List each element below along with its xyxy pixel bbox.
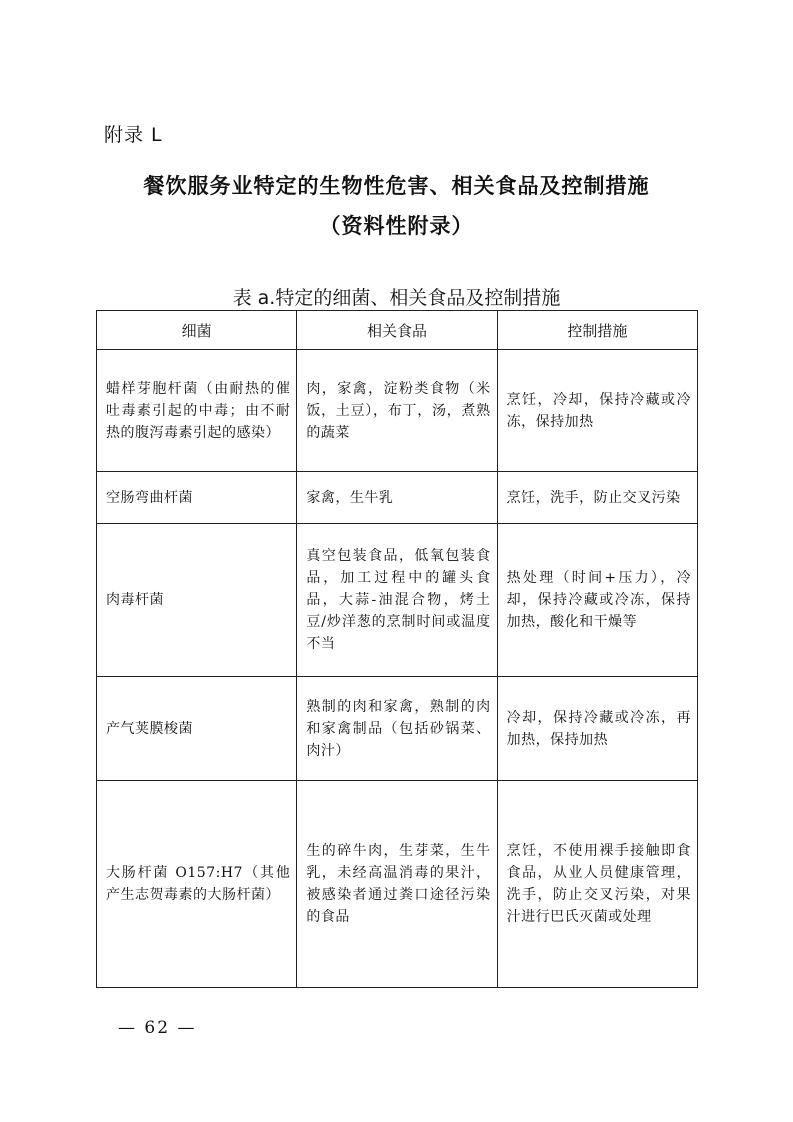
cell-related-foods: 熟制的肉和家禽，熟制的肉和家禽制品（包括砂锅菜、肉汁） — [297, 677, 497, 781]
cell-control-measures: 冷却，保持冷藏或冷冻，再加热，保持加热 — [497, 677, 697, 781]
table-caption: 表 a.特定的细菌、相关食品及控制措施 — [232, 287, 561, 309]
cell-related-foods: 肉，家禽，淀粉类食物（米饭，土豆），布丁，汤，煮熟的蔬菜 — [297, 350, 497, 472]
cell-bacteria: 大肠杆菌 O157:H7（其他产生志贺毒素的大肠杆菌） — [97, 781, 297, 988]
cell-control-measures: 烹饪，不使用裸手接触即食食品，从业人员健康管理，洗手，防止交叉污染，对果汁进行巴氏灭菌或处理 — [497, 781, 697, 988]
cell-bacteria: 肉毒杆菌 — [97, 524, 297, 677]
cell-related-foods: 家禽，生牛乳 — [297, 472, 497, 524]
cell-related-foods: 真空包装食品，低氧包装食品，加工过程中的罐头食品，大蒜-油混合物，烤土豆/炒洋葱的烹制时间或温度不当 — [297, 524, 497, 677]
page-number: — 62 — — [118, 1018, 197, 1038]
header-bacteria: 细菌 — [97, 311, 297, 350]
cell-control-measures: 烹饪，冷却，保持冷藏或冷冻，保持加热 — [497, 350, 697, 472]
table-row — [97, 524, 698, 677]
cell-control-measures: 热处理（时间+压力），冷却，保持冷藏或冷冻，保持加热，酸化和干燥等 — [497, 524, 697, 677]
document-subtitle: （资料性附录） — [319, 213, 474, 238]
cell-control-measures: 烹饪，洗手，防止交叉污染 — [497, 472, 697, 524]
cell-bacteria: 空肠弯曲杆菌 — [97, 472, 297, 524]
table-row — [97, 472, 698, 524]
table-header-row — [97, 311, 698, 350]
cell-bacteria: 产气荚膜梭菌 — [97, 677, 297, 781]
appendix-label: 附录 L — [104, 124, 163, 146]
table-row — [97, 677, 698, 781]
cell-related-foods: 生的碎牛肉，生芽菜，生牛乳，未经高温消毒的果汁，被感染者通过粪口途径污染的食品 — [297, 781, 497, 988]
header-related-foods: 相关食品 — [297, 311, 497, 350]
header-control-measures: 控制措施 — [497, 311, 697, 350]
bacteria-hazard-table — [96, 310, 698, 988]
table-row — [97, 350, 698, 472]
document-title: 餐饮服务业特定的生物性危害、相关食品及控制措施 — [143, 173, 650, 198]
cell-bacteria: 蜡样芽胞杆菌（由耐热的催吐毒素引起的中毒；由不耐热的腹泻毒素引起的感染） — [97, 350, 297, 472]
table-row — [97, 781, 698, 988]
